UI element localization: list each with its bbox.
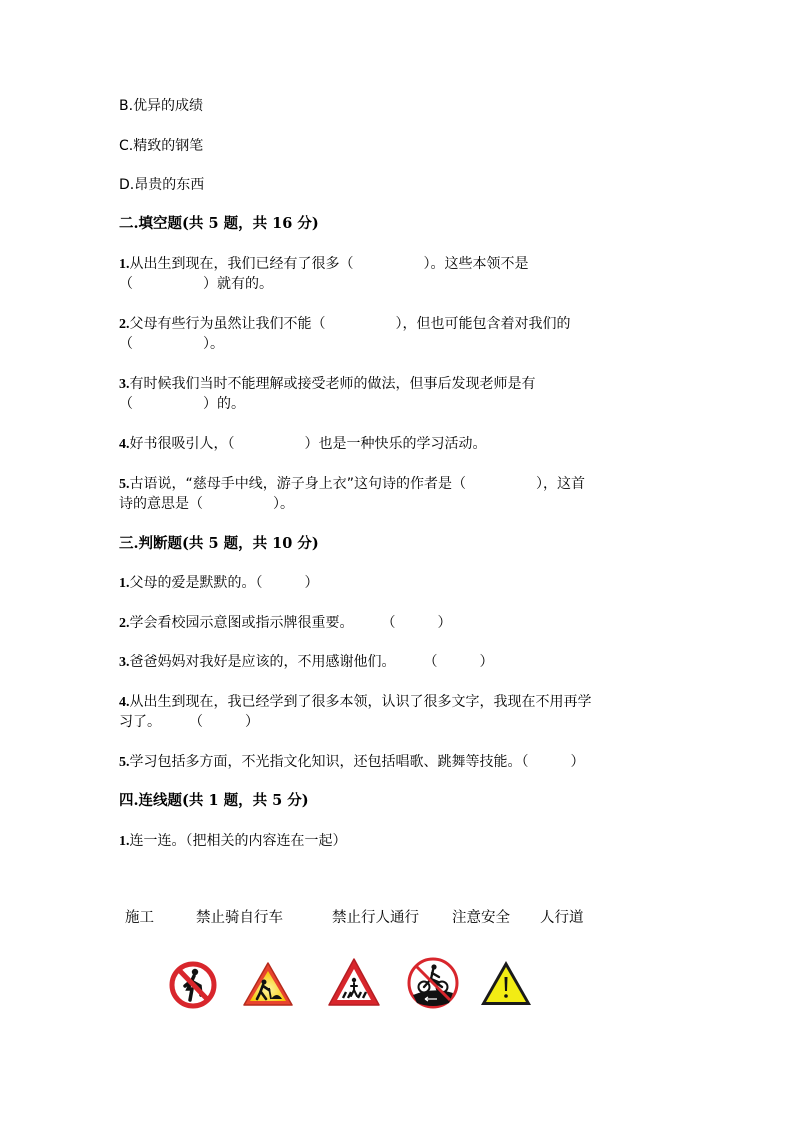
- question-number: 5.: [119, 477, 130, 492]
- fill-question-1-cont: （ ）就有的。: [119, 276, 273, 292]
- question-text: 父母有些行为虽然让我们不能（ ），但也可能包含着对我们的: [129, 316, 571, 332]
- fill-question-5-cont: 诗的意思是（ ）。: [119, 496, 294, 512]
- match-label-crosswalk[interactable]: 人行道: [540, 910, 584, 926]
- option-letter: B.: [119, 98, 134, 114]
- fill-question-2: [119, 314, 571, 335]
- question-number: 4.: [119, 437, 130, 452]
- question-text: 古语说，“慈母手中线，游子身上衣”这句诗的作者是（ ），这首: [129, 476, 586, 492]
- section-title-matching: 四.连线题(共 1 题，共 5 分): [119, 792, 309, 809]
- question-number: 2.: [119, 616, 130, 631]
- question-text: 好书很吸引人，（ ）也是一种快乐的学习活动。: [129, 436, 487, 452]
- option-letter: C.: [119, 138, 134, 154]
- option-text: 优异的成绩: [133, 98, 204, 114]
- fill-question-2-cont: （ ）。: [119, 336, 224, 352]
- question-number: 3.: [119, 655, 130, 670]
- question-number: 1.: [119, 834, 130, 849]
- question-text: 有时候我们当时不能理解或接受老师的做法，但事后发现老师是有: [129, 376, 536, 392]
- caution-sign-icon[interactable]: [478, 955, 534, 1011]
- crosswalk-sign-icon[interactable]: [326, 955, 382, 1011]
- judge-question-5: [119, 752, 585, 773]
- question-text: 爸爸妈妈对我好是应该的，不用感谢他们。 （ ）: [129, 654, 494, 670]
- fill-question-5: [119, 474, 585, 495]
- fill-question-3-cont: （ ）的。: [119, 396, 245, 412]
- option-text: 昂贵的东西: [134, 177, 205, 193]
- no-pedestrian-sign-icon[interactable]: [165, 955, 221, 1011]
- judge-question-4-cont: 习了。 （ ）: [119, 714, 259, 730]
- question-number: 5.: [119, 755, 130, 770]
- question-number: 2.: [119, 317, 130, 332]
- option-b: [119, 96, 203, 116]
- fill-question-3: [119, 374, 536, 395]
- question-text: 从出生到现在，我已经学到了很多本领，认识了很多文字，我现在不用再学: [129, 694, 592, 710]
- judge-question-1: [119, 573, 319, 594]
- judge-question-4: [119, 692, 592, 713]
- fill-question-4: [119, 434, 487, 455]
- matching-question-1: [119, 831, 347, 852]
- match-label-construction[interactable]: 施工: [125, 910, 154, 926]
- fill-question-1: [119, 254, 529, 275]
- question-text: 学习包括多方面，不光指文化知识，还包括唱歌、跳舞等技能。（ ）: [129, 754, 585, 770]
- section-title-fill-blank: 二.填空题(共 5 题，共 16 分): [119, 215, 319, 232]
- question-text: 父母的爱是默默的。（ ）: [129, 575, 319, 591]
- judge-question-3: [119, 652, 494, 673]
- question-number: 3.: [119, 377, 130, 392]
- construction-sign-icon[interactable]: [240, 955, 296, 1011]
- judge-question-2: [119, 613, 452, 634]
- question-text: 从出生到现在，我们已经有了很多（ ）。这些本领不是: [129, 256, 529, 272]
- option-c: [119, 136, 203, 156]
- question-number: 4.: [119, 695, 130, 710]
- question-text: 学会看校园示意图或指示牌很重要。 （ ）: [129, 615, 452, 631]
- question-number: 1.: [119, 257, 130, 272]
- option-letter: D.: [119, 177, 135, 193]
- section-title-judgement: 三.判断题(共 5 题，共 10 分): [119, 535, 319, 552]
- no-bicycle-sign-icon[interactable]: [405, 955, 461, 1011]
- match-label-caution[interactable]: 注意安全: [452, 910, 510, 926]
- option-d: [119, 175, 204, 195]
- question-number: 1.: [119, 576, 130, 591]
- option-text: 精致的钢笔: [133, 138, 204, 154]
- question-text: 连一连。（把相关的内容连在一起）: [129, 833, 347, 849]
- match-label-no-pedestrian[interactable]: 禁止行人通行: [332, 910, 419, 926]
- match-label-no-bicycle[interactable]: 禁止骑自行车: [196, 910, 283, 926]
